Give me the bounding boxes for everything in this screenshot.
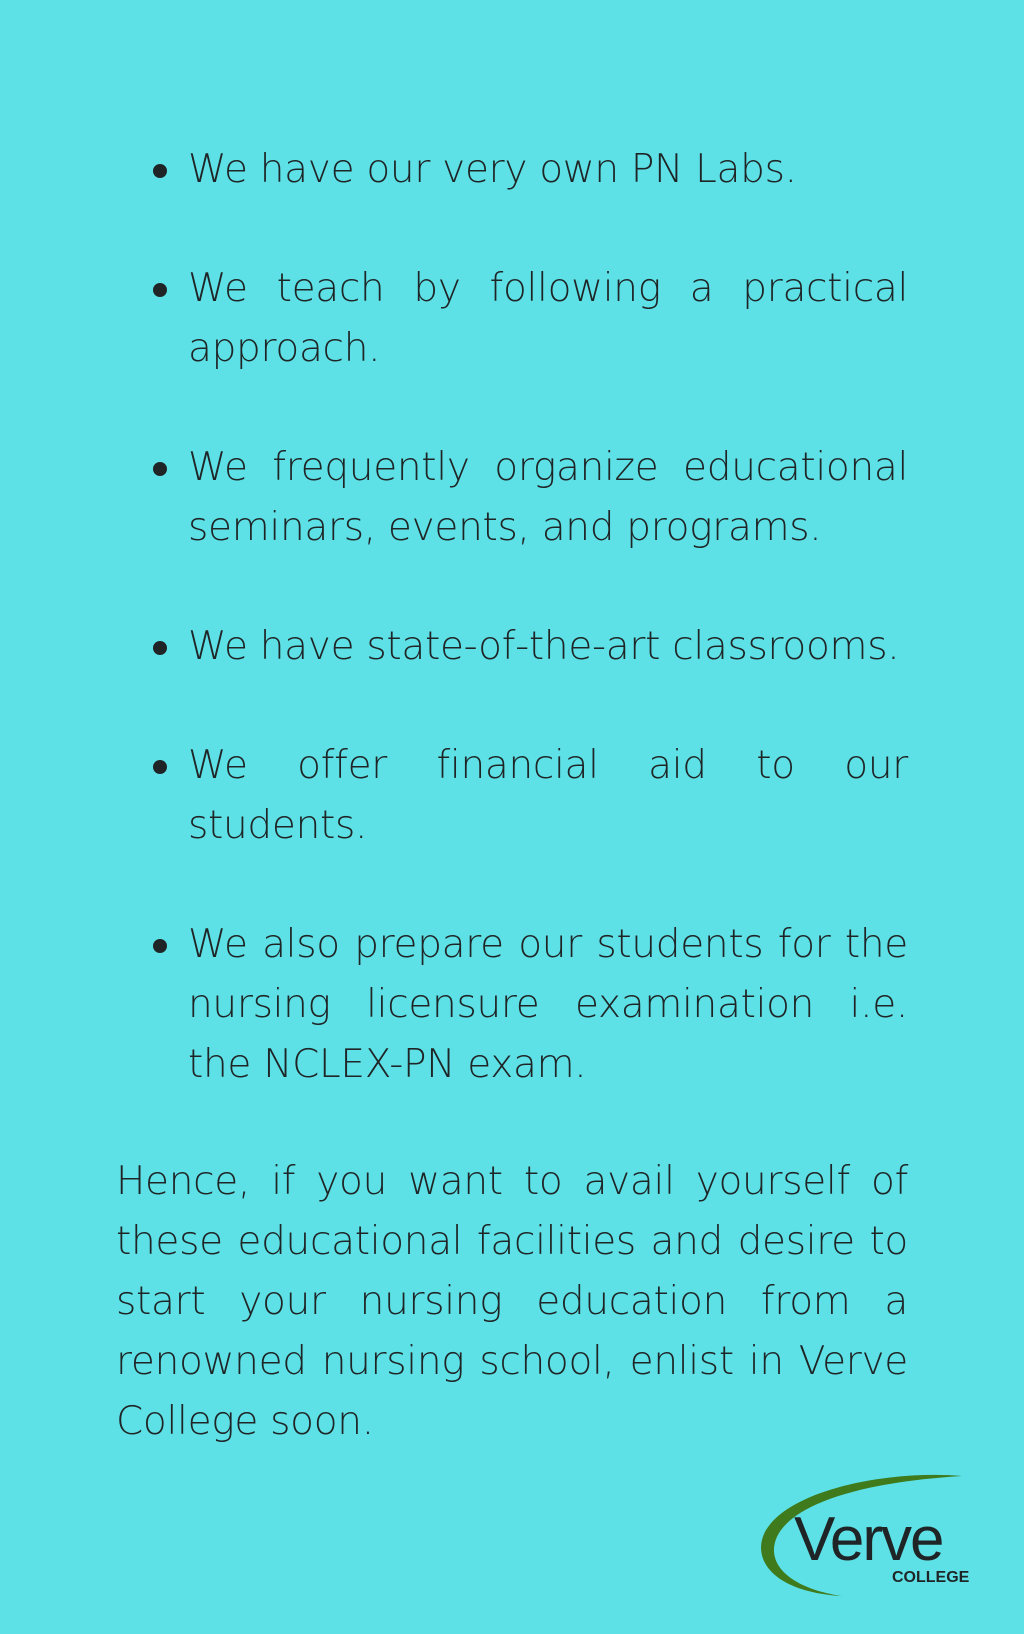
list-item-text: We have state-of-the-art classrooms. [188, 624, 900, 669]
bullet-icon [153, 283, 167, 297]
list-item [116, 915, 908, 1095]
bullet-icon [153, 760, 167, 774]
bullet-icon [153, 939, 167, 953]
list-item [116, 736, 908, 856]
list-item-text: We teach by following a practical approach. [188, 266, 908, 371]
benefits-list [116, 140, 908, 1095]
closing-paragraph: Hence, if you want to avail yourself of these educational facilities and desire to start your nursing education from a renowned nursing school, enlist in Verve College soon. [116, 1159, 908, 1444]
list-item [116, 617, 908, 677]
list-item [116, 438, 908, 558]
bullet-icon [153, 641, 167, 655]
list-item-text: We have our very own PN Labs. [188, 147, 797, 192]
bullet-icon [153, 462, 167, 476]
list-item-text: We frequently organize educational seminars, events, and programs. [188, 445, 908, 550]
list-item [116, 140, 908, 200]
list-item-text: We also prepare our students for the nursing licensure examination i.e. the NCLEX-PN exam. [188, 922, 908, 1087]
verve-college-logo [752, 1468, 982, 1608]
list-item-text: We offer financial aid to our students. [188, 743, 908, 848]
bullet-icon [153, 164, 167, 178]
content [116, 140, 908, 1452]
logo-tagline: COLLEGE [892, 1569, 970, 1586]
logo-name: Verve [794, 1505, 943, 1574]
list-item [116, 259, 908, 379]
